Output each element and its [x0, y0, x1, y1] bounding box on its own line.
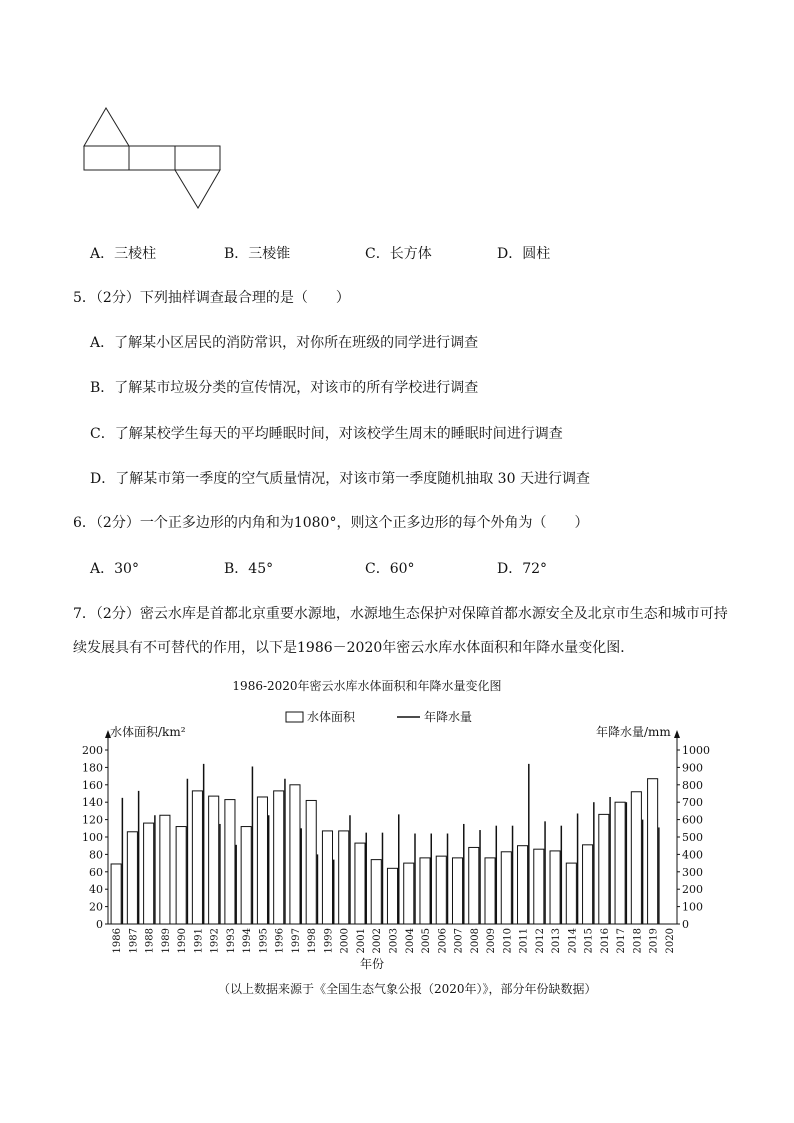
- chart-source-note: （以上数据来源于《全国生态气象公报（2020年）》，部分年份缺数据）: [218, 982, 597, 996]
- net-triangle-top: [84, 108, 129, 146]
- x-tick-label: 1989: [160, 928, 172, 954]
- legend-line-label: 年降水量: [424, 710, 473, 724]
- x-tick-label: 2011: [518, 928, 530, 954]
- q5-option-b[interactable]: B．了解某市垃圾分类的宣传情况，对该市的所有学校进行调查: [90, 380, 479, 396]
- x-tick-label: 2004: [404, 928, 416, 954]
- right-tick-label: 700: [682, 796, 703, 810]
- area-bar: [257, 797, 267, 924]
- x-tick-label: 1990: [177, 928, 189, 954]
- x-tick-label: 1999: [323, 928, 335, 954]
- area-bar: [550, 851, 560, 924]
- x-tick-label: 2008: [469, 928, 481, 954]
- x-tick-label: 2001: [355, 928, 367, 954]
- right-tick-label: 100: [682, 900, 703, 914]
- x-tick-label: 1996: [274, 928, 286, 954]
- x-tick-label: 2017: [616, 928, 628, 954]
- area-bar: [176, 827, 186, 924]
- x-tick-label: 2003: [388, 928, 400, 954]
- area-bar: [225, 800, 235, 924]
- area-bar: [355, 843, 365, 924]
- area-bar: [111, 864, 121, 924]
- q6-option-c[interactable]: C．60°: [365, 561, 415, 577]
- area-bar: [192, 791, 202, 924]
- x-tick-label: 2002: [372, 928, 384, 954]
- x-tick-label: 2007: [453, 928, 465, 954]
- area-bar: [144, 823, 154, 924]
- x-tick-label: 2013: [551, 928, 563, 954]
- area-bar: [404, 863, 414, 924]
- area-bar: [371, 860, 381, 924]
- left-axis-label: 水体面积/km²: [110, 725, 186, 739]
- x-tick-label: 1997: [290, 928, 302, 954]
- x-tick-label: 2005: [421, 928, 433, 954]
- left-tick-label: 20: [89, 900, 103, 914]
- area-bar: [387, 868, 397, 924]
- area-bar: [631, 792, 641, 924]
- area-bar: [452, 858, 462, 924]
- left-tick-label: 100: [82, 831, 103, 844]
- q4-option-b[interactable]: B．三棱锥: [224, 246, 291, 262]
- net-triangle-bottom: [175, 170, 220, 208]
- x-axis-label: 年份: [359, 957, 385, 971]
- area-bar: [436, 856, 446, 924]
- chart-legend: [286, 709, 472, 724]
- area-bar: [290, 785, 300, 924]
- right-tick-label: 900: [682, 761, 703, 775]
- q5-option-a[interactable]: A．了解某小区居民的消防常识，对你所在班级的同学进行调查: [90, 335, 479, 351]
- x-tick-label: 2012: [534, 928, 546, 954]
- left-tick-label: 60: [89, 865, 103, 879]
- x-tick-label: 2000: [339, 928, 351, 954]
- area-bar: [501, 852, 511, 924]
- area-bar: [583, 845, 593, 924]
- right-axis-label: 年降水量/mm: [596, 725, 671, 739]
- net-rect-3: [175, 146, 220, 170]
- area-bar: [469, 847, 479, 924]
- area-bar: [322, 831, 332, 924]
- right-axis-arrow: [674, 730, 680, 738]
- legend-bar-label: 水体面积: [307, 710, 356, 724]
- x-tick-label: 2019: [648, 928, 660, 954]
- area-bar: [599, 814, 609, 924]
- left-tick-label: 40: [89, 883, 103, 897]
- x-tick-label: 1987: [128, 928, 140, 954]
- left-tick-label: 80: [89, 848, 103, 862]
- q6-stem: 6．（2分）一个正多边形的内角和为1080°，则这个正多边形的每个外角为（ ）: [73, 515, 589, 531]
- q5-option-d[interactable]: D．了解某市第一季度的空气质量情况，对该市第一季度随机抽取 30 天进行调查: [90, 471, 590, 487]
- x-tick-label: 2006: [437, 928, 449, 954]
- x-tick-label: 1995: [258, 928, 270, 954]
- area-bar: [648, 779, 658, 924]
- left-tick-label: 120: [82, 813, 103, 827]
- left-tick-label: 0: [96, 918, 103, 931]
- x-tick-label: 1993: [225, 928, 237, 954]
- area-bar: [420, 858, 430, 924]
- net-rect-1: [84, 146, 129, 170]
- right-tick-label: 400: [682, 848, 703, 862]
- left-tick-label: 160: [82, 778, 103, 792]
- right-tick-label: 600: [682, 813, 703, 827]
- q4-option-d[interactable]: D．圆柱: [497, 246, 551, 262]
- area-bar: [485, 858, 495, 924]
- x-tick-label: 1986: [112, 928, 124, 954]
- q6-option-a[interactable]: A．30°: [90, 561, 139, 577]
- x-tick-label: 2015: [583, 928, 595, 954]
- q6-option-d[interactable]: D．72°: [497, 561, 548, 577]
- prism-net-figure: [80, 105, 230, 215]
- area-bar: [241, 827, 251, 924]
- water-precip-chart: [0, 670, 794, 1000]
- legend-bar-swatch: [286, 712, 303, 722]
- left-tick-label: 200: [82, 744, 103, 757]
- right-tick-label: 500: [682, 831, 703, 844]
- area-bar: [306, 800, 316, 924]
- chart-title: 1986-2020年密云水库水体面积和年降水量变化图: [232, 679, 502, 693]
- x-tick-label: 1992: [209, 928, 221, 954]
- area-bar: [615, 802, 625, 924]
- x-tick-label: 2014: [567, 928, 579, 954]
- x-tick-label: 2018: [632, 928, 644, 954]
- left-tick-label: 180: [82, 761, 103, 775]
- area-bar: [339, 831, 349, 924]
- q5-stem: 5．（2分）下列抽样调查最合理的是（ ）: [73, 290, 350, 306]
- right-tick-label: 300: [682, 865, 703, 879]
- area-bar: [209, 796, 219, 924]
- area-bar: [127, 832, 137, 924]
- x-tick-label: 2020: [664, 928, 676, 954]
- x-tick-label: 1988: [144, 928, 156, 954]
- area-bar: [534, 849, 544, 924]
- x-tick-label: 2009: [486, 928, 498, 954]
- right-tick-label: 800: [682, 778, 703, 792]
- right-tick-label: 1000: [682, 744, 710, 757]
- x-tick-label: 2010: [502, 928, 514, 954]
- x-tick-label: 1991: [193, 928, 205, 954]
- q7-stem-line1: 7．（2分）密云水库是首都北京重要水源地，水源地生态保护对保障首都水源安全及北京市生态和城市可持: [73, 606, 728, 622]
- x-tick-label: 1998: [307, 928, 319, 954]
- q7-stem-line2: 续发展具有不可替代的作用，以下是1986－2020年密云水库水体面积和年降水量变化图．: [73, 640, 635, 656]
- x-tick-label: 1994: [242, 928, 254, 954]
- q4-option-c[interactable]: C．长方体: [365, 246, 432, 262]
- area-bar: [274, 791, 284, 924]
- q4-option-a[interactable]: A．三棱柱: [90, 246, 157, 262]
- left-tick-label: 140: [82, 796, 103, 810]
- q6-option-b[interactable]: B．45°: [224, 561, 274, 577]
- q5-option-c[interactable]: C．了解某校学生每天的平均睡眠时间，对该校学生周末的睡眠时间进行调查: [90, 426, 563, 442]
- x-tick-label: 2016: [599, 928, 611, 954]
- right-tick-label: 0: [682, 918, 689, 931]
- area-bar: [518, 846, 528, 924]
- right-tick-label: 200: [682, 883, 703, 897]
- net-rect-2: [129, 146, 175, 170]
- area-bar: [566, 863, 576, 924]
- area-bar: [160, 815, 170, 924]
